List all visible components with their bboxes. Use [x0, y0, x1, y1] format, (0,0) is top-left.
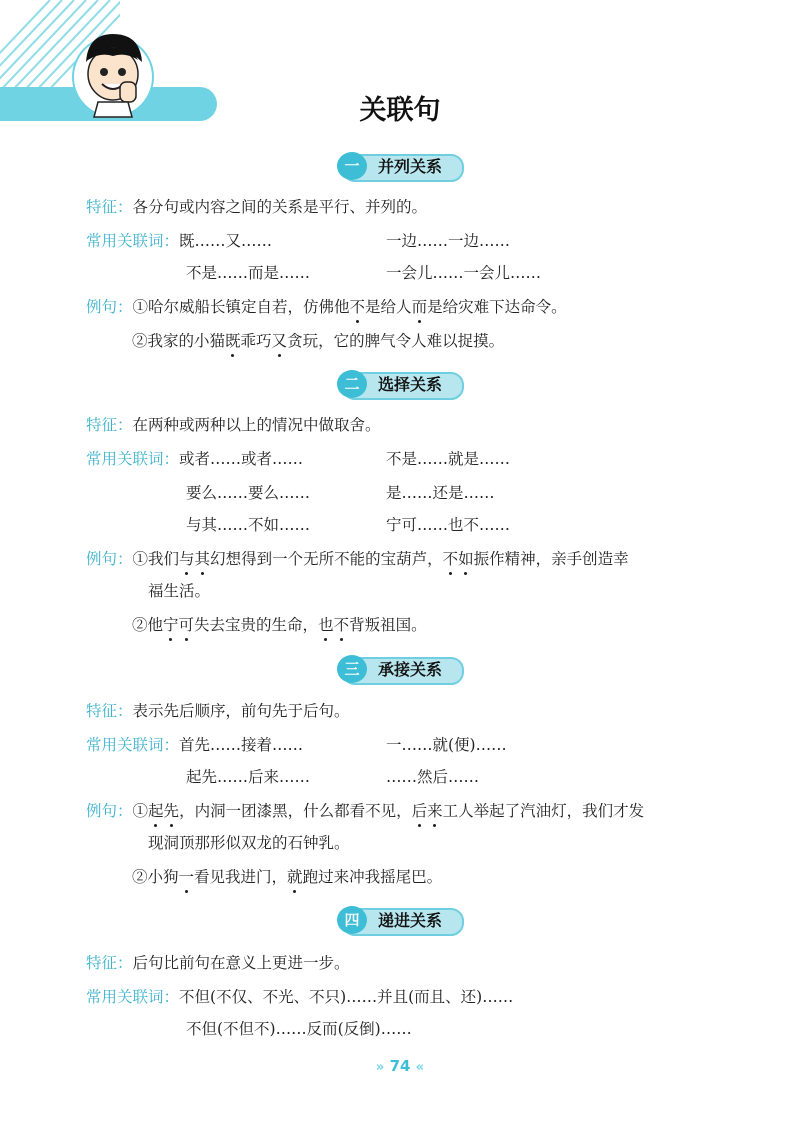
conj-text-right: 不是……就是……	[386, 450, 511, 468]
section-title: 承接关系	[378, 660, 443, 679]
feature-label: 特征：	[86, 954, 133, 972]
conj-text-right: 宁可……也不……	[386, 516, 511, 534]
example-label: 例句：	[86, 550, 133, 568]
conj-text-right: 一边……一边……	[386, 232, 511, 250]
conj-text: 不但(不但不)……反而(反倒)……	[186, 1020, 412, 1038]
example-label: 例句：	[86, 298, 133, 316]
example-line: 福生活。	[148, 582, 211, 600]
section-title: 并列关系	[378, 157, 443, 176]
example-line: ②我家的小猫既乖巧又贪玩，它的脾气令人难以捉摸。	[132, 332, 505, 350]
page-number-text: 74	[389, 1057, 411, 1075]
example-line: ②小狗一看见我进门，就跑过来冲我摇尾巴。	[132, 868, 443, 886]
feature-label: 特征：	[86, 198, 133, 216]
conj-line	[86, 986, 513, 1008]
example-line: 例句：①哈尔威船长镇定自若，仿佛他不是给人而是给灾难下达命令。	[86, 298, 567, 316]
conj-text-right: 一会儿……一会儿……	[386, 264, 542, 282]
feature-label: 特征：	[86, 416, 133, 434]
feature-line	[86, 952, 350, 974]
conj-text: 不但(不仅、不光、不只)……并且(而且、还)……	[179, 988, 514, 1006]
conj-text: 起先……后来……	[186, 768, 311, 786]
conj-line	[86, 230, 272, 252]
example-line: 现洞顶那形似双龙的石钟乳。	[148, 834, 350, 852]
chevron-left-icon: «	[415, 1060, 425, 1075]
section-title: 选择关系	[378, 375, 443, 394]
conj-label: 常用关联词：	[86, 988, 180, 1006]
example-label: 例句：	[86, 802, 133, 820]
feature-text: 表示先后顺序，前句先于后句。	[132, 702, 350, 720]
feature-text: 在两种或两种以上的情况中做取舍。	[132, 416, 381, 434]
section-number: 四	[337, 906, 367, 934]
feature-line	[86, 700, 350, 722]
conj-text: 与其……不如……	[186, 516, 311, 534]
feature-label: 特征：	[86, 702, 133, 720]
page-number	[0, 1057, 800, 1075]
page-title: 关联句	[359, 95, 441, 126]
feature-line	[86, 196, 427, 218]
conj-text: 要么……要么……	[186, 484, 311, 502]
section-header-3	[0, 655, 800, 685]
conj-label: 常用关联词：	[86, 232, 180, 250]
conj-text: 既……又……	[179, 232, 273, 250]
feature-line	[86, 414, 381, 436]
section-number: 二	[337, 370, 367, 398]
section-header-2	[0, 370, 800, 400]
conj-text-right: ……然后……	[386, 768, 480, 786]
example-line: 例句：①起先，内洞一团漆黑，什么都看不见，后来工人举起了汽油灯，我们才发	[86, 802, 645, 820]
section-header-4	[0, 906, 800, 936]
feature-text: 各分句或内容之间的关系是平行、并列的。	[132, 198, 428, 216]
conj-text-right: 是……还是……	[386, 484, 495, 502]
section-title: 递进关系	[378, 911, 443, 930]
conj-text: 或者……或者……	[179, 450, 304, 468]
conj-line	[86, 448, 303, 470]
conj-text: 首先……接着……	[179, 736, 304, 754]
section-number: 一	[337, 152, 367, 180]
section-header-1	[0, 152, 800, 182]
conj-label: 常用关联词：	[86, 736, 180, 754]
example-line: 例句：①我们与其幻想得到一个无所不能的宝葫芦，不如振作精神，亲手创造幸	[86, 550, 629, 568]
conj-label: 常用关联词：	[86, 450, 180, 468]
section-number: 三	[337, 655, 367, 683]
example-line: ②他宁可失去宝贵的生命，也不背叛祖国。	[132, 616, 427, 634]
chevron-right-icon: »	[375, 1060, 385, 1075]
conj-line	[86, 734, 303, 756]
conj-text: 不是……而是……	[186, 264, 311, 282]
feature-text: 后句比前句在意义上更进一步。	[132, 954, 350, 972]
conj-text-right: 一……就(便)……	[386, 736, 507, 754]
